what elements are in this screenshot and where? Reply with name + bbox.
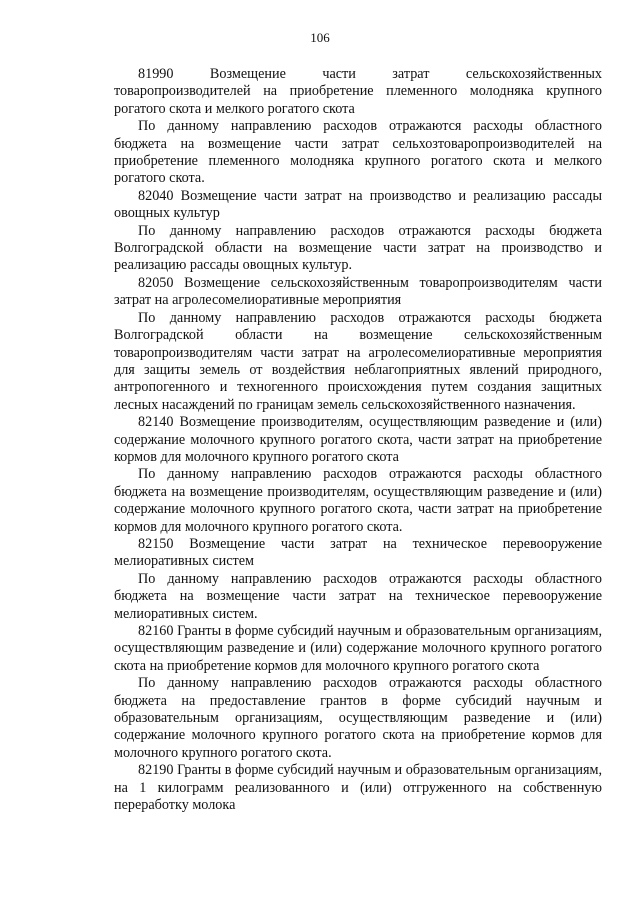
paragraph-82140-heading: 82140 Возмещение производителям, осуществляющим разведение и (или) содержание молочного крупного рогатого скота, части затрат на приобретение кормов для молочного крупного рогатого скота [114,414,602,465]
paragraph-82160-heading: 82160 Гранты в форме субсидий научным и образовательным организациям, осуществляющим разведение и (или) содержание молочного крупного рогатого скота на приобретение кормов для молочного крупного рогатого скота [114,623,602,674]
paragraph-82050-description: По данному направлению расходов отражаются расходы бюджета Волгоградской области на возмещение сельскохозяйственным товаропроизводителям части затрат на агролесомелиоративные мероприятия для защиты земель от воздействия неблагоприятных явлений природного, антропогенного и техногенного происхождения путем создания защитных лесных насаждений по границам земель сельскохозяйственного назначения. [114,309,602,413]
paragraph-82050-heading: 82050 Возмещение сельскохозяйственным товаропроизводителям части затрат на агролесомелиоративные мероприятия [114,274,602,309]
paragraph-82140-description: По данному направлению расходов отражаются расходы областного бюджета на возмещение производителям, осуществляющим разведение и (или) содержание молочного крупного рогатого скота, части затрат на приобретение кормов для молочного крупного рогатого скота. [114,466,602,535]
paragraph-82150-heading: 82150 Возмещение части затрат на техническое перевооружение мелиоративных систем [114,535,602,570]
paragraph-82040-heading: 82040 Возмещение части затрат на производство и реализацию рассады овощных культур [114,187,602,222]
paragraph-82160-description: По данному направлению расходов отражаются расходы областного бюджета на предоставление грантов в форме субсидий научным и образовательным организациям, осуществляющим разведение и (или) содержание молочного крупного рогатого скота на приобретение кормов для молочного крупного рогатого скота. [114,675,602,761]
paragraph-82040-description: По данному направлению расходов отражаются расходы бюджета Волгоградской области на возмещение части затрат на производство и реализацию рассады овощных культур. [114,222,602,274]
paragraph-81990-heading: 81990 Возмещение части затрат сельскохозяйственных товаропроизводителей на приобретение племенного молодняка крупного рогатого скота и мелкого рогатого скота [114,66,602,117]
paragraph-82190-heading: 82190 Гранты в форме субсидий научным и образовательным организациям, на 1 килограмм реализованного и (или) отгруженного на собственную переработку молока [114,762,602,814]
paragraph-82150-description: По данному направлению расходов отражаются расходы областного бюджета на возмещение части затрат на техническое перевооружение мелиоративных систем. [114,570,602,622]
paragraph-81990-description: По данному направлению расходов отражаются расходы областного бюджета на возмещение части затрат сельхозтоваропроизводителей на приобретение племенного молодняка крупного рогатого скота и мелкого рогатого скота. [114,118,602,187]
page-number: 106 [310,30,330,45]
document-body [114,66,602,814]
